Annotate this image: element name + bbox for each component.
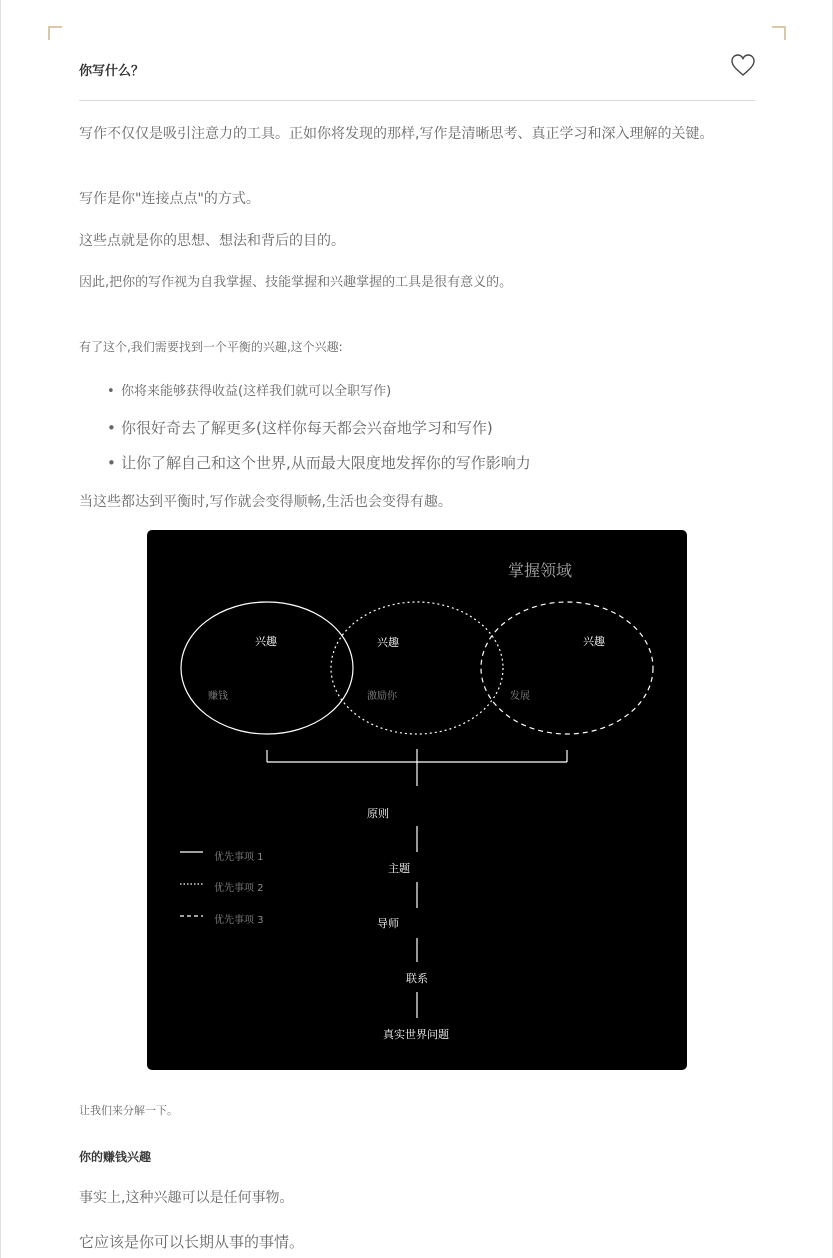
paragraph: 让我们来分解一下。 <box>79 1104 178 1117</box>
circle-top-label: 兴趣 <box>255 635 277 648</box>
circle-top-label: 兴趣 <box>377 636 399 649</box>
circle-top-label: 兴趣 <box>583 635 605 648</box>
circle-inner-label: 激励你 <box>367 691 397 702</box>
list-item-text: 让你了解自己和这个世界,从而最大限度地发挥你的写作影响力 <box>121 454 531 472</box>
step-label: 主题 <box>388 862 410 875</box>
bullet-dot: • <box>107 419 116 437</box>
paragraph: 写作是你"连接点点"的方式。 <box>79 191 260 207</box>
list-item-text: 你很好奇去了解更多(这样你每天都会兴奋地学习和写作) <box>121 419 493 437</box>
step-label: 联系 <box>406 972 428 985</box>
corner-ornament-left <box>48 26 62 40</box>
circle-inner-label: 赚钱 <box>208 691 228 702</box>
step-label: 导师 <box>377 917 399 930</box>
circle-solid <box>181 602 353 734</box>
paragraph: 它应该是你可以长期从事的事情。 <box>79 1233 305 1251</box>
mastery-diagram <box>147 530 687 1070</box>
heart-icon[interactable] <box>730 52 756 78</box>
bullet-dot: • <box>107 384 115 399</box>
list-item <box>107 452 531 474</box>
section-heading: 你的赚钱兴趣 <box>79 1150 152 1164</box>
step-label: 真实世界问题 <box>383 1028 449 1041</box>
paragraph: 这些点就是你的思想、想法和背后的目的。 <box>79 233 345 249</box>
corner-ornament-right <box>772 26 786 40</box>
step-label: 原则 <box>367 807 389 820</box>
diagram-title: 掌握领域 <box>507 561 573 580</box>
paragraph: 事实上,这种兴趣可以是任何事物。 <box>79 1190 294 1206</box>
legend-label: 优先事项 3 <box>214 915 264 926</box>
diagram-canvas <box>147 530 687 1070</box>
list-item <box>107 417 493 439</box>
paragraph: 当这些都达到平衡时,写作就会变得顺畅,生活也会变得有趣。 <box>79 494 452 510</box>
legend-label: 优先事项 2 <box>214 883 264 894</box>
circle-dashed <box>481 602 653 734</box>
legend-label: 优先事项 1 <box>214 852 264 863</box>
circle-inner-label: 发展 <box>510 691 530 702</box>
list-item-text: 你将来能够获得收益(这样我们就可以全职写作) <box>121 384 392 399</box>
paragraph: 有了这个,我们需要找到一个平衡的兴趣,这个兴趣: <box>79 340 343 354</box>
paragraph: 因此,把你的写作视为自我掌握、技能掌握和兴趣掌握的工具是很有意义的。 <box>79 275 513 290</box>
bullet-dot: • <box>107 454 116 472</box>
circle-dotted <box>331 602 503 734</box>
article-title: 你写什么？ <box>79 64 145 79</box>
paragraph: 写作不仅仅是吸引注意力的工具。正如你将发现的那样,写作是清晰思考、真正学习和深入理解的关键。 <box>79 126 714 142</box>
page-frame-left <box>0 0 1 1258</box>
list-item <box>107 382 391 402</box>
title-divider <box>79 100 755 101</box>
